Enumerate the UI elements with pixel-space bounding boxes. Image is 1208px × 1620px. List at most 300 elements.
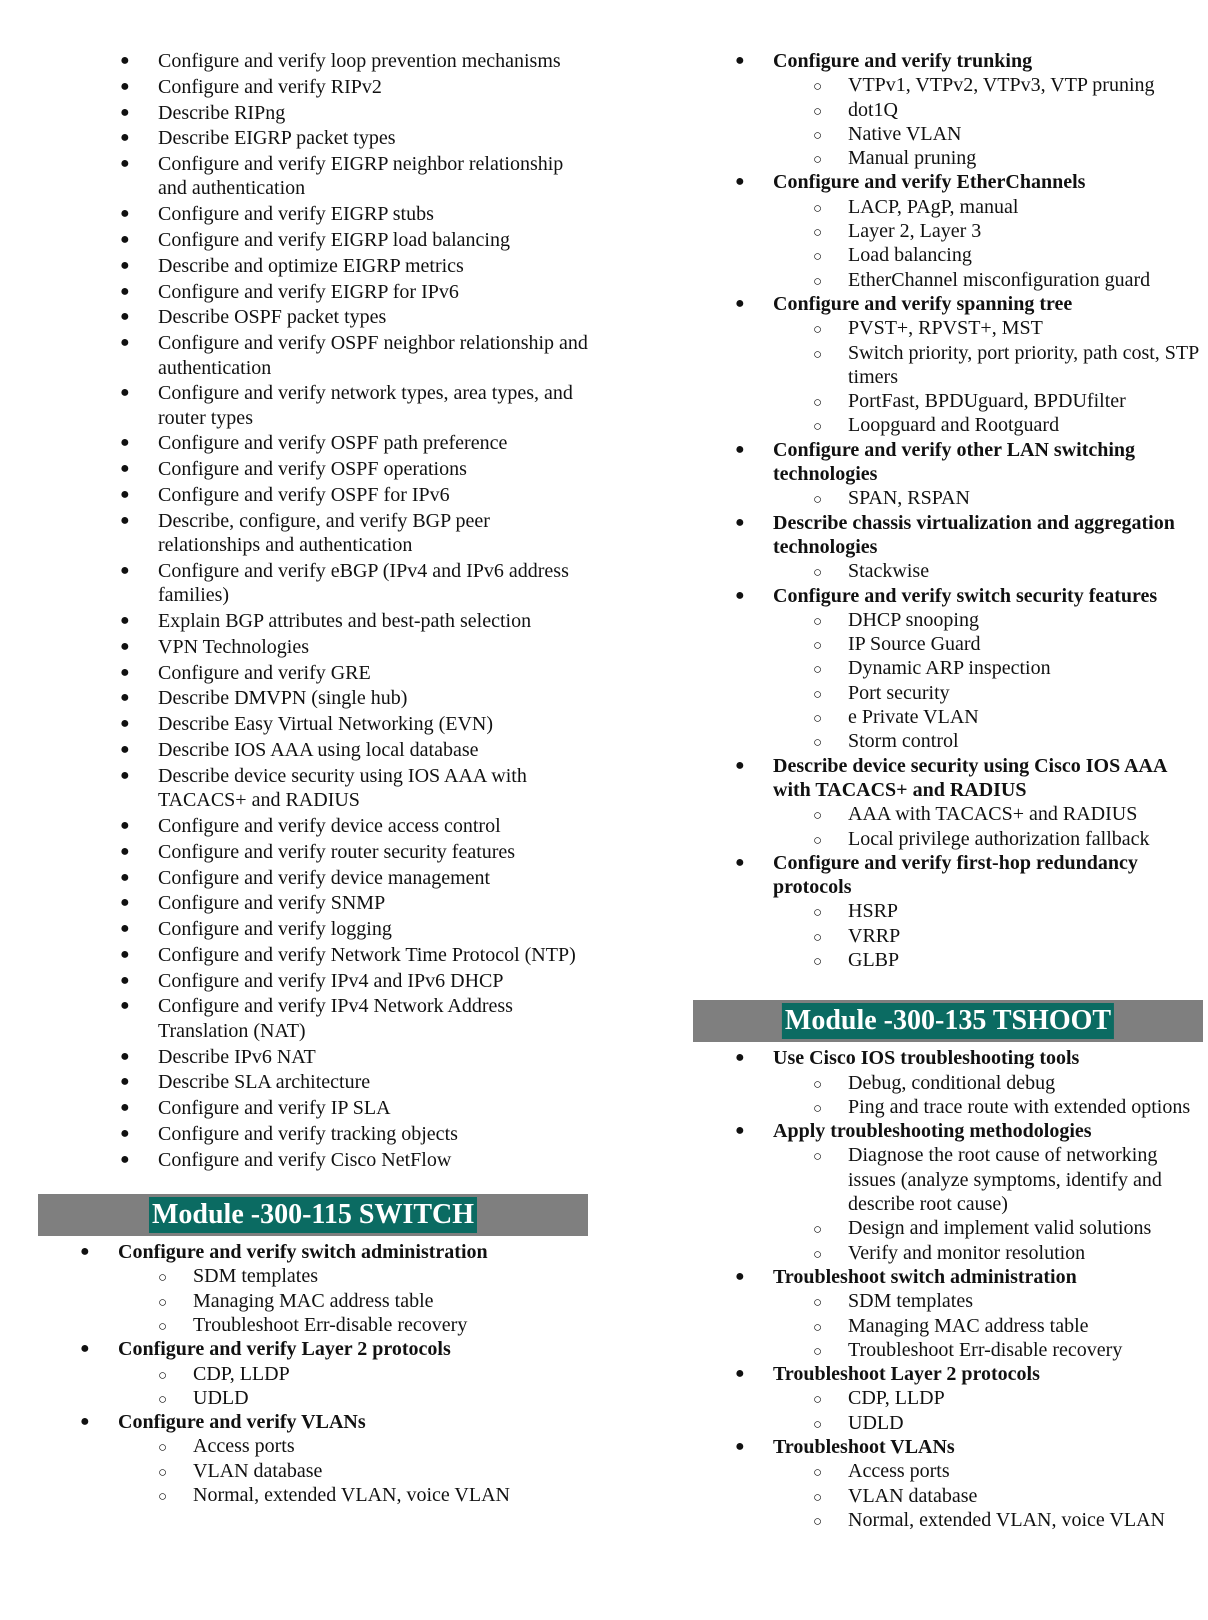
sub-list-item-text: CDP, LLDP xyxy=(848,1387,945,1410)
sub-list-item-text: Port security xyxy=(848,681,950,704)
circle-bullet-icon: ○ xyxy=(158,1464,168,1481)
sub-list xyxy=(773,1289,1203,1362)
circle-bullet-icon: ○ xyxy=(813,127,823,144)
list-item xyxy=(38,840,588,864)
bullet-icon: ● xyxy=(735,1438,745,1456)
sub-list xyxy=(773,802,1203,851)
list-item xyxy=(693,851,1203,972)
bullet-icon: ● xyxy=(735,1365,745,1383)
circle-bullet-icon: ○ xyxy=(813,322,823,339)
right-column xyxy=(693,49,1203,1532)
list-item xyxy=(693,1046,1203,1119)
list-item-text: Configure and verify Layer 2 protocols xyxy=(118,1338,451,1361)
sub-list-item-text: UDLD xyxy=(193,1386,249,1409)
circle-bullet-icon: ○ xyxy=(813,1246,823,1263)
sub-list-item-text: VLAN database xyxy=(193,1459,323,1482)
sub-list xyxy=(773,1459,1203,1532)
sub-list-item xyxy=(38,1386,588,1410)
sub-list xyxy=(773,1143,1203,1264)
sub-list-item-text: Stackwise xyxy=(848,560,930,583)
list-item xyxy=(38,559,588,608)
sub-list-item-text: DHCP snooping xyxy=(848,608,979,631)
sub-list xyxy=(773,195,1203,292)
list-item-text: Configure and verify Network Time Protocol (NTP) xyxy=(158,943,576,966)
sub-list-item-text: Layer 2, Layer 3 xyxy=(848,220,982,243)
tshoot-module-title: Module -300-135 TSHOOT xyxy=(782,1003,1114,1039)
circle-bullet-icon: ○ xyxy=(813,492,823,509)
bullet-icon: ● xyxy=(120,1150,130,1168)
list-item-text: Configure and verify router security features xyxy=(158,840,516,863)
circle-bullet-icon: ○ xyxy=(813,1149,823,1166)
sub-list-item xyxy=(693,98,1203,122)
list-item-text: Configure and verify OSPF path preference xyxy=(158,432,508,455)
bullet-icon: ● xyxy=(120,689,130,707)
switch-module-header xyxy=(38,1194,588,1236)
sub-list-item xyxy=(38,1483,588,1507)
circle-bullet-icon: ○ xyxy=(813,929,823,946)
list-item xyxy=(38,75,588,99)
list-item xyxy=(38,1122,588,1146)
sub-list-item xyxy=(693,1411,1203,1435)
bullet-icon: ● xyxy=(120,894,130,912)
list-item xyxy=(38,891,588,915)
list-item xyxy=(693,170,1203,291)
sub-list-item xyxy=(693,122,1203,146)
list-item xyxy=(38,509,588,558)
sub-list-item-text: Troubleshoot Err-disable recovery xyxy=(193,1313,468,1336)
bullet-icon: ● xyxy=(120,612,130,630)
list-item-text: Configure and verify OSPF operations xyxy=(158,458,467,481)
list-item-text: Troubleshoot switch administration xyxy=(773,1265,1077,1288)
list-item-text: Configure and verify first-hop redundancy protocols xyxy=(773,851,1138,899)
list-item-text: Troubleshoot Layer 2 protocols xyxy=(773,1363,1040,1386)
circle-bullet-icon: ○ xyxy=(813,1222,823,1239)
sub-list-item xyxy=(693,1386,1203,1410)
bullet-icon: ● xyxy=(120,1073,130,1091)
sub-list-item-text: PortFast, BPDUguard, BPDUfilter xyxy=(848,390,1126,413)
list-item xyxy=(38,381,588,430)
switch-module-title: Module -300-115 SWITCH xyxy=(149,1197,477,1233)
sub-list-item xyxy=(693,948,1203,972)
list-item xyxy=(38,457,588,481)
sub-list-item-text: Access ports xyxy=(193,1435,295,1458)
circle-bullet-icon: ○ xyxy=(813,1416,823,1433)
list-item xyxy=(693,754,1203,851)
list-item-text: Describe EIGRP packet types xyxy=(158,127,396,150)
sub-list-item-text: Verify and monitor resolution xyxy=(848,1241,1086,1264)
list-item-text: Configure and verify Cisco NetFlow xyxy=(158,1148,452,1171)
sub-list-item-text: AAA with TACACS+ and RADIUS xyxy=(848,803,1138,826)
sub-list xyxy=(773,1386,1203,1435)
circle-bullet-icon: ○ xyxy=(813,613,823,630)
sub-list-item-text: HSRP xyxy=(848,900,899,923)
circle-bullet-icon: ○ xyxy=(158,1440,168,1457)
sub-list-item xyxy=(693,1071,1203,1095)
sub-list xyxy=(773,608,1203,754)
sub-list-item-text: Normal, extended VLAN, voice VLAN xyxy=(848,1508,1165,1531)
bullet-icon: ● xyxy=(120,486,130,504)
sub-list-item xyxy=(693,681,1203,705)
bullet-icon: ● xyxy=(120,129,130,147)
circle-bullet-icon: ○ xyxy=(813,638,823,655)
sub-list xyxy=(773,899,1203,972)
list-item-text: Configure and verify switch administration xyxy=(118,1241,488,1264)
sub-list-item-text: Storm control xyxy=(848,730,959,753)
list-item xyxy=(38,686,588,710)
circle-bullet-icon: ○ xyxy=(813,662,823,679)
bullet-icon: ● xyxy=(120,741,130,759)
bullet-icon: ● xyxy=(120,1047,130,1065)
list-item xyxy=(38,202,588,226)
list-item-text: Configure and verify eBGP (IPv4 and IPv6 address families) xyxy=(158,559,569,607)
sub-list-item xyxy=(693,1241,1203,1265)
list-item-text: Configure and verify other LAN switching technologies xyxy=(773,438,1136,486)
switch-topic-list-left xyxy=(38,1240,588,1507)
bullet-icon: ● xyxy=(120,945,130,963)
circle-bullet-icon: ○ xyxy=(813,565,823,582)
sub-list-item xyxy=(693,1095,1203,1119)
sub-list-item-text: Ping and trace route with extended options xyxy=(848,1095,1191,1118)
list-item-text: VPN Technologies xyxy=(158,635,309,658)
sub-list-item xyxy=(693,899,1203,923)
list-item-text: Configure and verify loop prevention mechanisms xyxy=(158,50,561,72)
sub-list-item-text: GLBP xyxy=(848,948,900,971)
list-item-text: Describe RIPng xyxy=(158,101,286,124)
bullet-icon: ● xyxy=(735,440,745,458)
sub-list-item-text: SDM templates xyxy=(848,1290,973,1313)
bullet-icon: ● xyxy=(120,334,130,352)
list-item-text: Configure and verify device access control xyxy=(158,814,501,837)
sub-list xyxy=(773,559,1203,583)
sub-list-item-text: Debug, conditional debug xyxy=(848,1071,1056,1094)
list-item-text: Configure and verify tracking objects xyxy=(158,1122,458,1145)
bullet-icon: ● xyxy=(735,756,745,774)
list-item-text: Configure and verify EIGRP stubs xyxy=(158,203,434,226)
circle-bullet-icon: ○ xyxy=(158,1489,168,1506)
bullet-icon: ● xyxy=(735,1122,745,1140)
sub-list-item xyxy=(693,1338,1203,1362)
bullet-icon: ● xyxy=(120,816,130,834)
bullet-icon: ● xyxy=(120,766,130,784)
bullet-icon: ● xyxy=(120,460,130,478)
list-item xyxy=(38,331,588,380)
sub-list-item-text: SPAN, RSPAN xyxy=(848,487,970,510)
list-item-text: Describe IPv6 NAT xyxy=(158,1045,316,1068)
bullet-icon: ● xyxy=(120,920,130,938)
list-item-text: Apply troubleshooting methodologies xyxy=(773,1120,1092,1143)
circle-bullet-icon: ○ xyxy=(813,832,823,849)
sub-list-item xyxy=(693,146,1203,170)
bullet-icon: ● xyxy=(120,384,130,402)
sub-list-item xyxy=(693,1508,1203,1532)
list-item-text: Explain BGP attributes and best-path selection xyxy=(158,610,532,633)
sub-list-item xyxy=(693,268,1203,292)
bullet-icon: ● xyxy=(735,586,745,604)
sub-list-item xyxy=(693,1314,1203,1338)
sub-list-item xyxy=(693,316,1203,340)
list-item xyxy=(38,1148,588,1172)
sub-list-item xyxy=(38,1264,588,1288)
sub-list-item-text: Managing MAC address table xyxy=(848,1314,1089,1337)
circle-bullet-icon: ○ xyxy=(813,1295,823,1312)
sub-list-item xyxy=(38,1289,588,1313)
sub-list-item xyxy=(693,73,1203,97)
circle-bullet-icon: ○ xyxy=(813,419,823,436)
sub-list-item-text: SDM templates xyxy=(193,1265,318,1288)
list-item-text: Configure and verify IP SLA xyxy=(158,1097,391,1120)
bullet-icon: ● xyxy=(120,52,130,69)
sub-list-item-text: Design and implement valid solutions xyxy=(848,1217,1152,1240)
list-item-text: Configure and verify OSPF for IPv6 xyxy=(158,484,450,507)
sub-list xyxy=(118,1264,588,1337)
circle-bullet-icon: ○ xyxy=(813,735,823,752)
sub-list-item-text: Managing MAC address table xyxy=(193,1289,434,1312)
bullet-icon: ● xyxy=(120,637,130,655)
bullet-icon: ● xyxy=(120,842,130,860)
sub-list-item xyxy=(693,1289,1203,1313)
list-item-text: Describe SLA architecture xyxy=(158,1071,371,1094)
bullet-icon: ● xyxy=(120,511,130,529)
sub-list-item-text: CDP, LLDP xyxy=(193,1362,290,1385)
sub-list-item-text: Troubleshoot Err-disable recovery xyxy=(848,1338,1123,1361)
sub-list-item xyxy=(693,1459,1203,1483)
sub-list-item-text: Diagnose the root cause of networking issues (analyze symptoms, identify and describe root cause) xyxy=(848,1144,1162,1216)
list-item-text: Configure and verify IPv4 and IPv6 DHCP xyxy=(158,969,504,992)
sub-list-item-text: Native VLAN xyxy=(848,122,962,145)
circle-bullet-icon: ○ xyxy=(813,103,823,120)
sub-list-item xyxy=(693,632,1203,656)
list-item-text: Configure and verify VLANs xyxy=(118,1411,366,1434)
list-item xyxy=(38,712,588,736)
circle-bullet-icon: ○ xyxy=(813,1076,823,1093)
sub-list-item-text: VLAN database xyxy=(848,1484,978,1507)
tshoot-module-header xyxy=(693,1000,1203,1042)
bullet-icon: ● xyxy=(120,282,130,300)
sub-list-item-text: dot1Q xyxy=(848,98,898,121)
sub-list-item-text: Switch priority, port priority, path cost, STP timers xyxy=(848,341,1199,388)
sub-list-item-text: LACP, PAgP, manual xyxy=(848,195,1019,218)
bullet-icon: ● xyxy=(120,231,130,249)
sub-list-item xyxy=(693,608,1203,632)
circle-bullet-icon: ○ xyxy=(813,152,823,169)
list-item-text: Configure and verify spanning tree xyxy=(773,292,1073,315)
bullet-icon: ● xyxy=(120,715,130,733)
sub-list-item-text: Normal, extended VLAN, voice VLAN xyxy=(193,1484,510,1507)
circle-bullet-icon: ○ xyxy=(813,686,823,703)
list-item xyxy=(693,438,1203,511)
list-item-text: Use Cisco IOS troubleshooting tools xyxy=(773,1047,1080,1070)
sub-list-item-text: Local privilege authorization fallback xyxy=(848,827,1150,850)
bullet-icon: ● xyxy=(120,997,130,1015)
bullet-icon: ● xyxy=(120,256,130,274)
sub-list xyxy=(773,73,1203,170)
circle-bullet-icon: ○ xyxy=(158,1270,168,1287)
circle-bullet-icon: ○ xyxy=(813,1343,823,1360)
list-item-text: Configure and verify EtherChannels xyxy=(773,171,1086,194)
bullet-icon: ● xyxy=(735,294,745,312)
list-item xyxy=(38,609,588,633)
circle-bullet-icon: ○ xyxy=(813,953,823,970)
list-item xyxy=(38,917,588,941)
list-item xyxy=(38,1045,588,1069)
left-column xyxy=(38,49,588,1507)
sub-list-item-text: Manual pruning xyxy=(848,147,977,170)
list-item-text: Describe chassis virtualization and aggregation technologies xyxy=(773,511,1175,558)
bullet-icon: ● xyxy=(735,513,745,531)
switch-topic-list-right xyxy=(693,49,1203,972)
list-item xyxy=(693,1265,1203,1362)
list-item-text: Describe and optimize EIGRP metrics xyxy=(158,254,464,277)
circle-bullet-icon: ○ xyxy=(813,711,823,728)
list-item-text: Describe Easy Virtual Networking (EVN) xyxy=(158,713,493,736)
list-item xyxy=(38,943,588,967)
list-item xyxy=(693,1435,1203,1532)
list-item xyxy=(38,1240,588,1337)
sub-list-item xyxy=(693,1484,1203,1508)
tshoot-topic-list xyxy=(693,1046,1203,1532)
list-item xyxy=(38,280,588,304)
circle-bullet-icon: ○ xyxy=(813,808,823,825)
list-item-text: Configure and verify EIGRP load balancing xyxy=(158,229,510,252)
circle-bullet-icon: ○ xyxy=(813,1489,823,1506)
sub-list-item xyxy=(693,1143,1203,1216)
sub-list xyxy=(773,316,1203,437)
sub-list-item xyxy=(693,413,1203,437)
list-item-text: Describe DMVPN (single hub) xyxy=(158,687,408,710)
sub-list-item-text: Load balancing xyxy=(848,244,972,267)
sub-list-item xyxy=(693,802,1203,826)
sub-list-item xyxy=(38,1459,588,1483)
bullet-icon: ● xyxy=(735,1267,745,1285)
bullet-icon: ● xyxy=(120,205,130,223)
list-item xyxy=(38,994,588,1043)
circle-bullet-icon: ○ xyxy=(813,1100,823,1117)
sub-list-item xyxy=(693,827,1203,851)
list-item xyxy=(38,814,588,838)
sub-list xyxy=(118,1362,588,1411)
list-item xyxy=(38,152,588,201)
list-item xyxy=(38,969,588,993)
bullet-icon: ● xyxy=(120,155,130,173)
sub-list-item xyxy=(693,1216,1203,1240)
bullet-icon: ● xyxy=(120,971,130,989)
sub-list-item xyxy=(38,1362,588,1386)
bullet-icon: ● xyxy=(735,52,745,69)
sub-list-item-text: Dynamic ARP inspection xyxy=(848,657,1051,680)
list-item-text: Configure and verify GRE xyxy=(158,661,371,684)
bullet-icon: ● xyxy=(80,1340,90,1358)
sub-list-item xyxy=(693,924,1203,948)
list-item xyxy=(693,584,1203,754)
sub-list xyxy=(773,1071,1203,1120)
list-item-text: Configure and verify RIPv2 xyxy=(158,75,382,98)
list-item-text: Configure and verify EIGRP neighbor relationship and authentication xyxy=(158,153,564,200)
list-item xyxy=(38,738,588,762)
sub-list-item-text: e Private VLAN xyxy=(848,706,979,729)
sub-list-item xyxy=(693,243,1203,267)
sub-list-item xyxy=(38,1434,588,1458)
circle-bullet-icon: ○ xyxy=(813,395,823,412)
list-item-text: Configure and verify logging xyxy=(158,918,392,941)
bullet-icon: ● xyxy=(120,663,130,681)
bullet-icon: ● xyxy=(120,77,130,95)
circle-bullet-icon: ○ xyxy=(813,200,823,217)
list-item xyxy=(38,254,588,278)
bullet-icon: ● xyxy=(120,561,130,579)
sub-list-item-text: VTPv1, VTPv2, VTPv3, VTP pruning xyxy=(848,74,1155,97)
sub-list-item-text: PVST+, RPVST+, MST xyxy=(848,317,1043,340)
circle-bullet-icon: ○ xyxy=(158,1318,168,1335)
list-item xyxy=(38,228,588,252)
sub-list-item-text: Access ports xyxy=(848,1460,950,1483)
list-item xyxy=(38,866,588,890)
circle-bullet-icon: ○ xyxy=(158,1367,168,1384)
list-item xyxy=(38,661,588,685)
list-item xyxy=(38,483,588,507)
sub-list xyxy=(118,1434,588,1507)
list-item xyxy=(38,764,588,813)
list-item-text: Configure and verify trunking xyxy=(773,50,1033,72)
list-item xyxy=(38,49,588,73)
sub-list-item xyxy=(693,219,1203,243)
list-item xyxy=(693,1362,1203,1435)
sub-list-item xyxy=(38,1313,588,1337)
circle-bullet-icon: ○ xyxy=(158,1294,168,1311)
list-item-text: Configure and verify SNMP xyxy=(158,892,386,915)
list-item-text: Troubleshoot VLANs xyxy=(773,1436,955,1459)
sub-list-item-text: IP Source Guard xyxy=(848,633,981,656)
circle-bullet-icon: ○ xyxy=(813,249,823,266)
list-item-text: Configure and verify EIGRP for IPv6 xyxy=(158,280,459,303)
circle-bullet-icon: ○ xyxy=(813,1465,823,1482)
bullet-icon: ● xyxy=(120,308,130,326)
bullet-icon: ● xyxy=(120,1099,130,1117)
list-item-text: Configure and verify OSPF neighbor relationship and authentication xyxy=(158,332,588,379)
circle-bullet-icon: ○ xyxy=(813,905,823,922)
list-item-text: Describe, configure, and verify BGP peer relationships and authentication xyxy=(158,509,490,557)
sub-list-item-text: UDLD xyxy=(848,1411,904,1434)
list-item xyxy=(38,635,588,659)
circle-bullet-icon: ○ xyxy=(813,273,823,290)
list-item xyxy=(38,431,588,455)
bullet-icon: ● xyxy=(120,868,130,886)
list-item xyxy=(38,1337,588,1410)
bullet-icon: ● xyxy=(735,173,745,191)
bullet-icon: ● xyxy=(120,103,130,121)
sub-list-item xyxy=(693,486,1203,510)
list-item xyxy=(693,292,1203,438)
sub-list-item xyxy=(693,729,1203,753)
sub-list xyxy=(773,486,1203,510)
bullet-icon: ● xyxy=(80,1243,90,1261)
list-item-text: Configure and verify IPv4 Network Address Translation (NAT) xyxy=(158,995,513,1042)
bullet-icon: ● xyxy=(735,1049,745,1067)
list-item xyxy=(693,511,1203,584)
circle-bullet-icon: ○ xyxy=(813,1513,823,1530)
circle-bullet-icon: ○ xyxy=(813,225,823,242)
circle-bullet-icon: ○ xyxy=(813,346,823,363)
sub-list-item xyxy=(693,389,1203,413)
sub-list-item xyxy=(693,705,1203,729)
sub-list-item xyxy=(693,656,1203,680)
bullet-icon: ● xyxy=(80,1413,90,1431)
sub-list-item xyxy=(693,559,1203,583)
list-item xyxy=(38,1070,588,1094)
list-item-text: Describe OSPF packet types xyxy=(158,306,387,329)
list-item xyxy=(38,1096,588,1120)
list-item xyxy=(693,49,1203,170)
list-item-text: Configure and verify switch security features xyxy=(773,584,1158,607)
